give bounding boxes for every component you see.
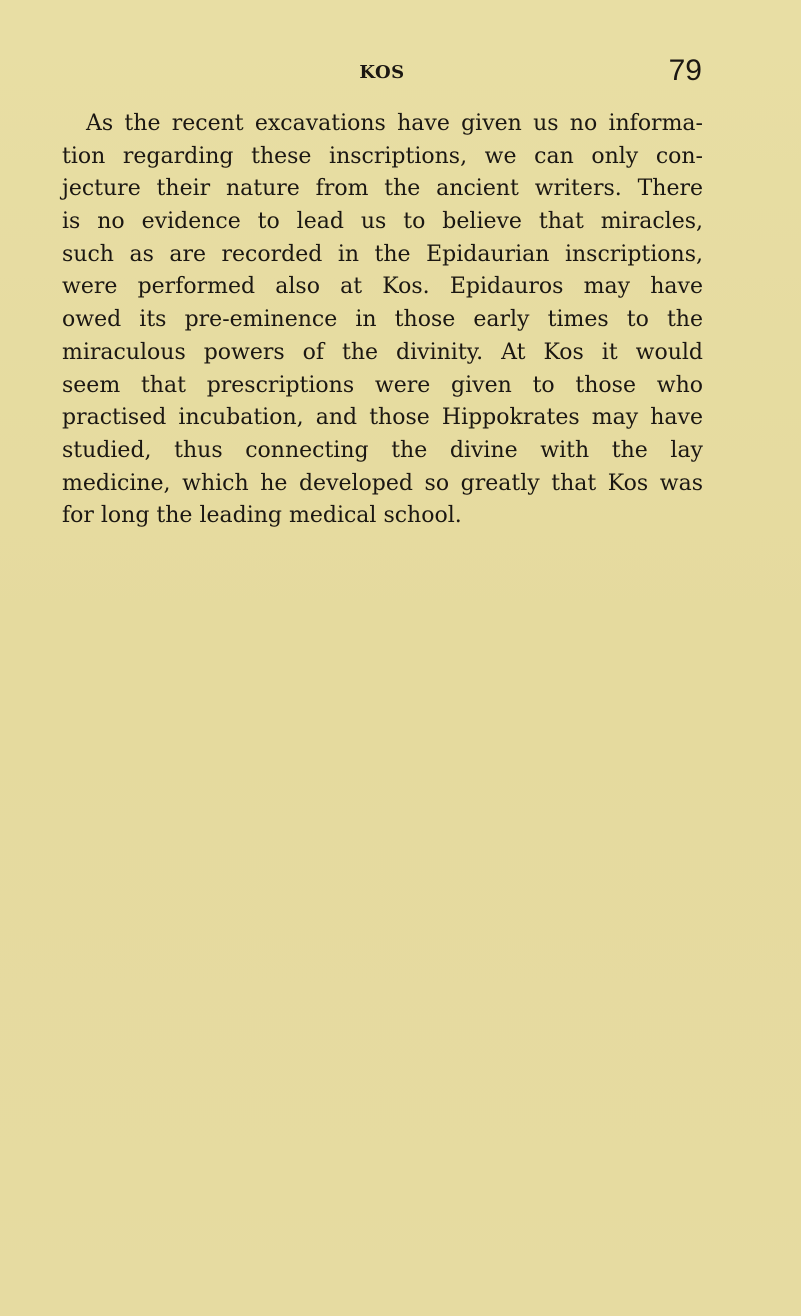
text-line: such as are recorded in the Epidaurian inscriptions, (62, 241, 703, 267)
text-line: is no evidence to lead us to believe that miracles, (62, 209, 703, 235)
text-line: seem that prescriptions were given to those who (62, 372, 703, 398)
text-line: practised incubation, and those Hippokrates may have (62, 405, 703, 431)
paragraph (62, 108, 703, 533)
text-line: studied, thus connecting the divine with the lay (62, 437, 703, 463)
text-line: for long the leading medical school. (62, 503, 462, 529)
text-line: jecture their nature from the ancient writers. There (62, 176, 703, 202)
text-line: As the recent excavations have given us no informa- (86, 111, 703, 136)
text-line: tion regarding these inscriptions, we can only con- (62, 143, 703, 169)
page-number: 79 (668, 54, 702, 87)
running-title: KOS (359, 62, 405, 83)
running-head (62, 54, 702, 92)
text-line: medicine, which he developed so greatly that Kos was (62, 470, 703, 496)
text-line: were performed also at Kos. Epidauros may have (62, 274, 703, 300)
text-line: owed its pre-eminence in those early times to the (62, 307, 703, 333)
text-line: miraculous powers of the divinity. At Kos it would (62, 339, 703, 365)
